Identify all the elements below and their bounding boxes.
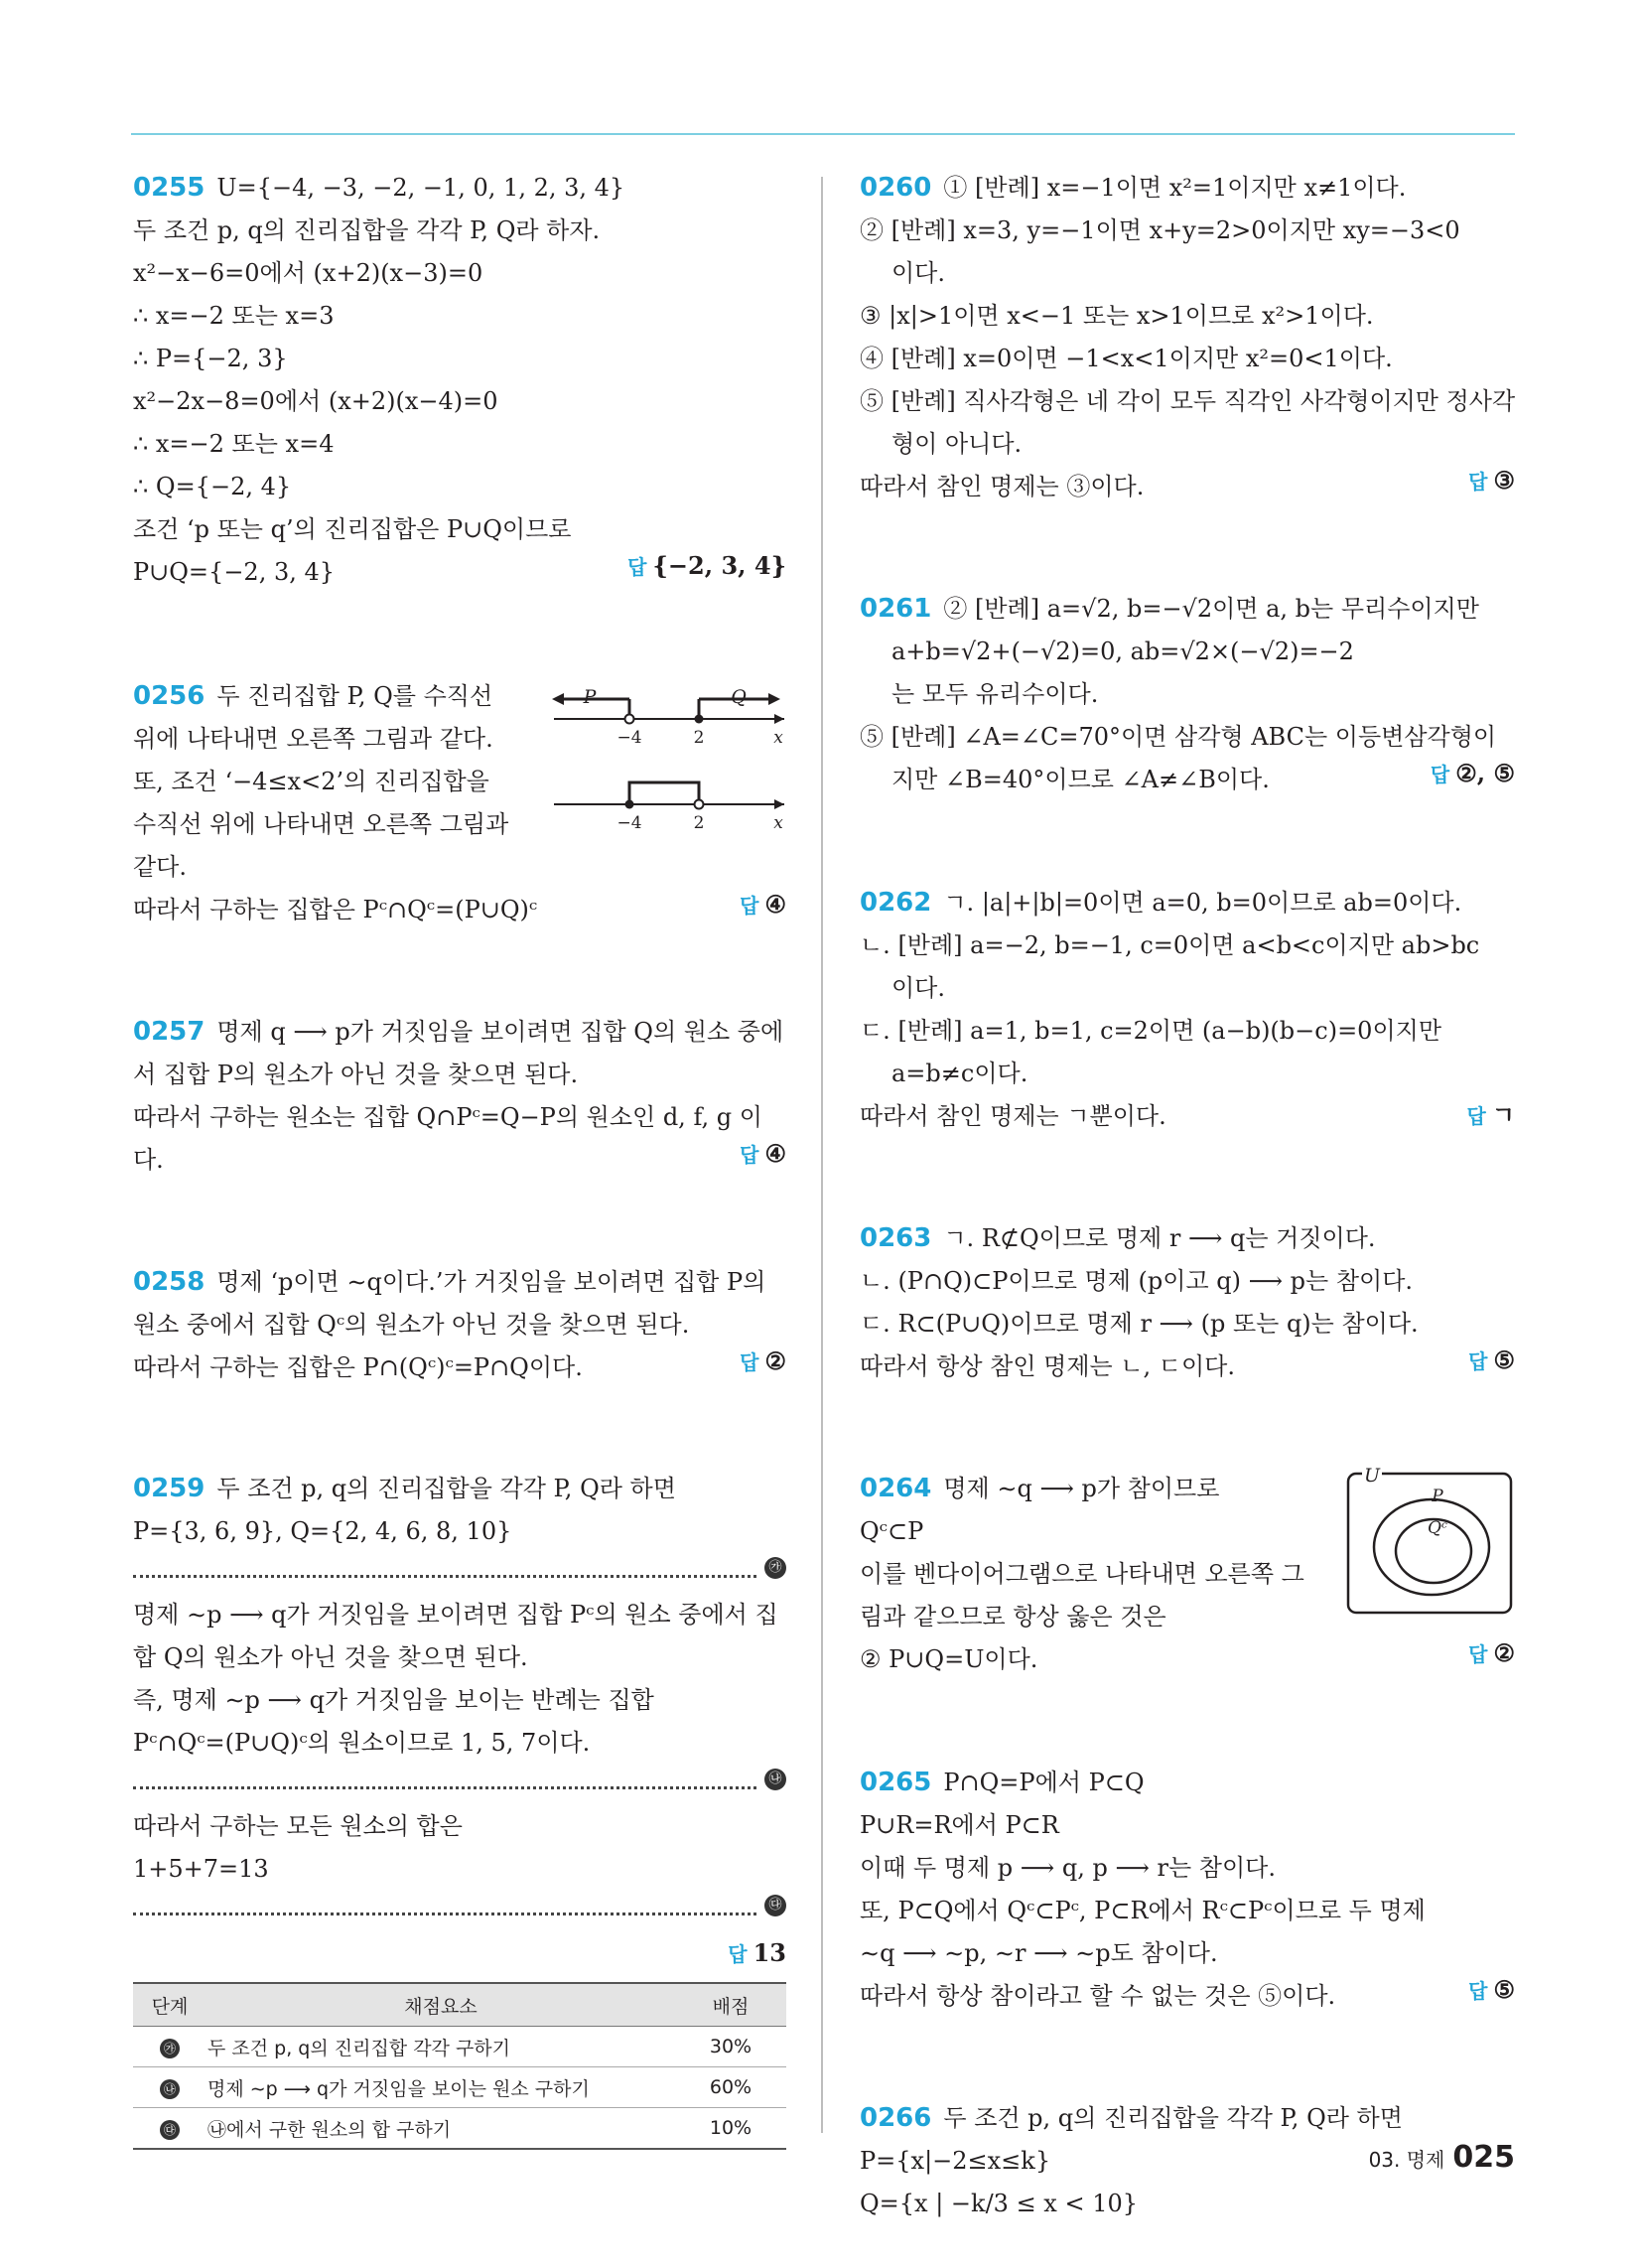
left-column	[133, 167, 786, 2150]
set-q-label: Q	[731, 686, 747, 708]
answer: 답 ②	[1468, 1638, 1515, 1667]
column-divider	[821, 177, 823, 2133]
tick-label: 2	[693, 728, 705, 748]
problem-number: 0266	[860, 2103, 932, 2133]
answer: 답 ⑤	[1468, 1975, 1515, 2004]
answer: 답 ②, ⑤	[1430, 759, 1515, 787]
problem-number: 0257	[133, 1017, 205, 1047]
top-rule	[131, 133, 1515, 135]
answer: 답 ④	[740, 890, 786, 919]
venn-diagram	[1346, 1468, 1515, 1617]
problem-number: 0255	[133, 173, 205, 203]
problem-0257: 0257 명제 q ⟶ p가 거짓임을 보이려면 집합 Q의 원소 중에 서 집합 P의 원소가 아닌 것을 찾으면 된다. 따라서 구하는 원소는 집합 Q∩Pᶜ=Q−P의 원소인 d, f, g 이 다. 답 ④	[133, 1017, 786, 1174]
step-divider	[133, 1560, 782, 1578]
answer: 답 {−2, 3, 4}	[627, 551, 786, 580]
answer: 답 13	[728, 1938, 786, 1967]
problem-0263: 0263 ㄱ. R⊄Q이므로 명제 r ⟶ q는 거짓이다. ㄴ. (P∩Q)⊂P이므로 명제 (p이고 q) ⟶ p는 참이다. ㄷ. R⊂(P∪Q)이므로 명제 r ⟶ (p 또는 q)는 참이다. 따라서 항상 참인 명제는 ㄴ, ㄷ이다. 답 ⑤	[860, 1223, 1515, 1380]
problem-number: 0263	[860, 1223, 932, 1253]
answer: 답 ⑤	[1468, 1346, 1515, 1374]
problem-number: 0264	[860, 1474, 932, 1503]
tick-label: 2	[693, 813, 705, 833]
problem-0265: 0265 P∩Q=P에서 P⊂Q P∪R=R에서 P⊂R 이때 두 명제 p ⟶ q, p ⟶ r는 참이다. 또, P⊂Q에서 Qᶜ⊂Pᶜ, P⊂R에서 Rᶜ⊂Pᶜ이므로 두 명제 ∼q ⟶ ∼p, ∼r ⟶ ∼p도 참이다. 따라서 항상 참이라고 할 수 없는 것은 ⑤이다. 답 ⑤	[860, 1768, 1515, 2010]
problem-0264: 0264 명제 ∼q ⟶ p가 참이므로 Qᶜ⊂P 이를 벤다이어그램으로 나타내면 오른쪽 그 림과 같으므로 항상 옳은 것은 ② P∪Q=U이다. 답 ② U P Qᶜ	[860, 1468, 1515, 1682]
answer: 답 ②	[740, 1347, 786, 1375]
tick-label: −4	[616, 813, 642, 833]
page-number: 025	[1452, 2140, 1515, 2175]
problem-number: 0265	[860, 1768, 932, 1797]
problem-number: 0261	[860, 594, 932, 624]
problem-0261: 0261 ② [반례] a=√2, b=−√2이면 a, b는 무리수이지만 a+b=√2+(−√2)=0, ab=√2×(−√2)=−2 는 모두 유리수이다. ⑤ [반례] ∠A=∠C=70°이면 삼각형 ABC는 이등변삼각형이 지만 ∠B=40°이므로 ∠A≠∠B이다. 답 ②, ⑤	[860, 594, 1515, 793]
step-mark: ㉯	[764, 1769, 786, 1790]
number-line-figure-2	[550, 765, 788, 836]
tick-label: −4	[616, 728, 642, 748]
problem-number: 0260	[860, 173, 932, 203]
problem-number: 0259	[133, 1474, 205, 1503]
scoring-table: 단계 채점요소 배점 ㉮ 두 조건 p, q의 진리집합 각각 구하기 30% ㉯ 명제 ∼p ⟶ q가 거짓임을 보이는 원소 구하기 60% ㉰ ㉯에서 구한 원소의 합 구하기 10%	[133, 1982, 786, 2150]
problem-0258: 0258 명제 ‘p이면 ∼q이다.’가 거짓임을 보이려면 집합 P의 원소 중에서 집합 Qᶜ의 원소가 아닌 것을 찾으면 된다. 따라서 구하는 집합은 P∩(Qᶜ)ᶜ=P∩Q이다. 답 ②	[133, 1267, 786, 1381]
problem-0266: 0266 두 조건 p, q의 진리집합을 각각 P, Q라 하면 P={x|−2≤x≤k} Q={x | −k/3 ≤ x < 10}	[860, 2103, 1403, 2217]
problem-number: 0256	[133, 681, 205, 711]
right-column	[860, 167, 1515, 2225]
problem-0259: 0259 두 조건 p, q의 진리집합을 각각 P, Q라 하면 P={3, 6, 9}, Q={2, 4, 6, 8, 10} ㉮ 명제 ∼p ⟶ q가 거짓임을 보이려면 집합 Pᶜ의 원소 중에서 집 합 Q의 원소가 아닌 것을 찾으면 된다. 즉, 명제 ∼p ⟶ q가 거짓임을 보이는 반례는 집합 Pᶜ∩Qᶜ=(P∪Q)ᶜ의 원소이므로 1, 5, 7이다. ㉯ 따라서 구하는 모든 원소의 합은 1+5+7=13 ㉰ 답 13 단계 채점요소 배점 ㉮ 두 조건 p, q의 진리집합 각각 구하기 30% ㉯ 명제 ∼p ⟶ q가 거짓임을 보이는 원소 구하기 60% ㉰ ㉯에서 구한 원소의 합 구하기 10%	[133, 1468, 786, 2150]
problem-number: 0258	[133, 1267, 205, 1297]
set-p-label: P	[583, 686, 597, 708]
answer: 답 ④	[740, 1139, 786, 1168]
problem-number: 0262	[860, 888, 932, 918]
problem-0255: 0255 U={−4, −3, −2, −1, 0, 1, 2, 3, 4} 두 조건 p, q의 진리집합을 각각 P, Q라 하자. x²−x−6=0에서 (x+2)(x−3)=0 ∴ x=−2 또는 x=3 ∴ P={−2, 3} x²−2x−8=0에서 (x+2)(x−4)=0 ∴ x=−2 또는 x=4 ∴ Q={−2, 4} 조건 ‘p 또는 q’의 진리집합은 P∪Q이므로 P∪Q={−2, 3, 4} 답 {−2, 3, 4}	[133, 173, 786, 586]
table-row: ㉯ 명제 ∼p ⟶ q가 거짓임을 보이는 원소 구하기 60%	[133, 2067, 786, 2108]
axis-label: x	[773, 813, 783, 833]
step-mark: ㉮	[764, 1557, 786, 1579]
axis-label: x	[773, 728, 783, 748]
section-title: 03. 명제	[1368, 2148, 1445, 2172]
problem-0256: 0256 두 진리집합 P, Q를 수직선 위에 나타내면 오른쪽 그림과 같다. 또, 조건 ‘−4≤x<2’의 진리집합을 수직선 위에 나타내면 오른쪽 그림과 같다. 따라서 구하는 집합은 Pᶜ∩Qᶜ=(P∪Q)ᶜ 답 ④ P Q −4 2 x −4 2 x	[133, 681, 786, 923]
step-divider	[133, 1772, 782, 1789]
step-mark: ㉰	[764, 1895, 786, 1916]
step-divider	[133, 1898, 782, 1915]
answer: 답 ③	[1468, 466, 1515, 495]
table-row: ㉰ ㉯에서 구한 원소의 합 구하기 10%	[133, 2108, 786, 2150]
universal-set-label: U	[1363, 1468, 1381, 1487]
number-line-figure-1	[550, 679, 788, 751]
problem-0262: 0262 ㄱ. |a|+|b|=0이면 a=0, b=0이므로 ab=0이다. ㄴ. [반례] a=−2, b=−1, c=0이면 a<b<c이지만 ab>bc 이다. ㄷ. [반례] a=1, b=1, c=2이면 (a−b)(b−c)=0이지만 a=b≠c이다. 따라서 참인 명제는 ㄱ뿐이다. 답 ㄱ	[860, 888, 1515, 1130]
table-row: ㉮ 두 조건 p, q의 진리집합 각각 구하기 30%	[133, 2027, 786, 2067]
page-footer	[1369, 2140, 1515, 2175]
problem-0260: 0260 ① [반례] x=−1이면 x²=1이지만 x≠1이다. ② [반례] x=3, y=−1이면 x+y=2>0이지만 xy=−3<0 이다. ③ |x|>1이면 x<−1 또는 x>1이므로 x²>1이다. ④ [반례] x=0이면 −1<x<1이지만 x²=0<1이다. ⑤ [반례] 직사각형은 네 각이 모두 직각인 사각형이지만 정사각 형이 아니다. 따라서 참인 명제는 ③이다. 답 ③	[860, 173, 1516, 500]
answer: 답 ㄱ	[1466, 1100, 1515, 1129]
set-qc-label: Qᶜ	[1428, 1518, 1447, 1538]
set-p-label: P	[1432, 1487, 1443, 1506]
